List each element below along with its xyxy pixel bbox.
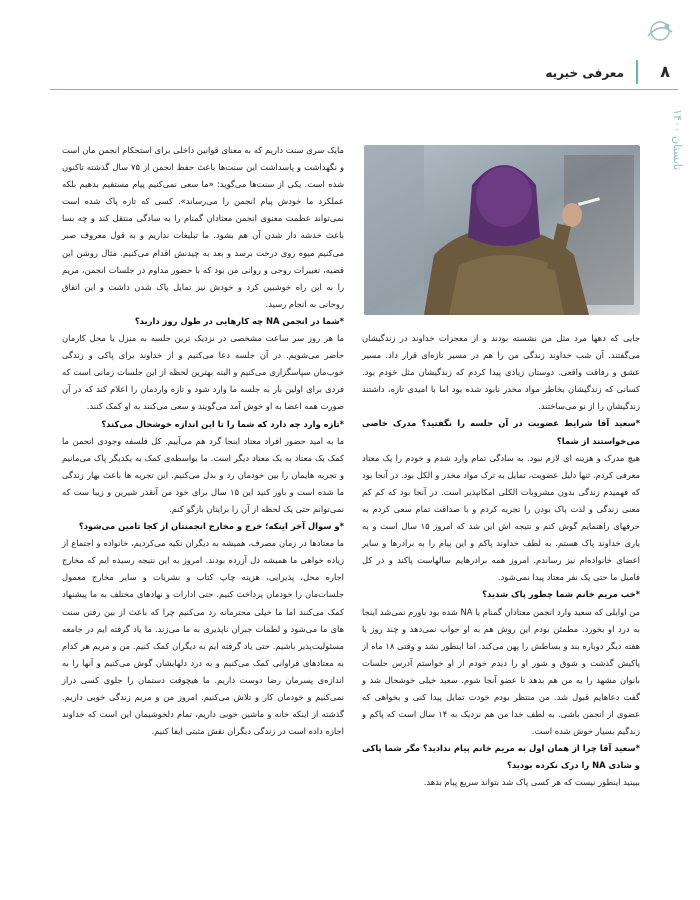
issue-label: تابستان ۱۴۰۰ bbox=[671, 109, 684, 171]
paragraph: هیچ مدرک و هزینه ای لازم نبود. به سادگی تمام وارد شدم و خودم را یک معتاد معرفی کردم. تنها دلیل عضویت، تمایل به ترک مواد مخدر و الکل بود. در آنجا بود که فهمیدم زندگی بدون مشروبات الکلی امکانپذیر است. در آنجا بود که کم کم معنی زندگی و لذت پاک بودن را تجربه کردم و با صداقت تمام سعی کردم به حرفهای راهنمایم گوش کنم و نتیجه اش این شد که امروز ۱۵ سال است و به یاری خداوند پاک هستم. به لطف خداوند پاکم و این پیام را به برادرها و سایر اعضای خانواده‌ام نیز رساندم. امروز همه برادرهایم سالهاست پاکند و در کل فامیل ما حتی یک نفر معتاد پیدا نمی‌شود. bbox=[362, 452, 640, 583]
header-rule bbox=[50, 89, 678, 90]
question-heading: *شما در انجمن NA چه کارهایی در طول روز دارید؟ bbox=[134, 315, 344, 326]
question-heading: *سعید آقا شرایط عضویت در آن جلسه را نگفتید؟ مدرک خاصی می‌خواستند از شما؟ bbox=[362, 418, 640, 446]
question-heading: *سعید آقا چرا از همان اول به مریم خانم پیام ندادید؟ مگر شما پاکی و شادی NA را درک نکرده بودید؟ bbox=[362, 743, 640, 771]
section-title: معرفی خیریه bbox=[545, 66, 624, 80]
article-column-left bbox=[62, 142, 344, 740]
paragraph: مایک سری سنت داریم که به معنای قوانین داخلی برای استحکام انجمن مان است و نگهداشت و پاسداشت این سنت‌ها باعث حفظ انجمن از ۷۵ سال گذشته تاکنون شده است. یکی از سنت‌ها می‌گوید: «ما سعی نمی‌کنیم پیام مستقیم بدهیم بلکه عملکرد ما خودش پیام انجمن را می‌رساند». کسی که تازه پاک شده است نمی‌تواند عظمت معنوی انجمن معتادان گمنام را به سادگی منتقل کند و چه بسا باعث خدشه دار شدن آن هم بشود. ما تبلیغات نداریم و به قول معروف صبر می‌کنیم میوه روی درخت برسد و بعد به چیدنش اقدام می‌کنیم. مثال روشن این قضیه، تغییرات روحی و روانی من بود که با حضور مداوم در جلسات انجمن، مریم را به این راه خوشبین کرد و خودش نیز تمایل پاک شدن داشت و این اتفاق روحانی به انجام رسید. bbox=[62, 145, 344, 309]
paragraph: ما به امید حضور افراد معتاد اینجا گرد هم می‌آییم. کل فلسفه وجودی انجمن ما کمک یک معتاد به یک معتاد دیگر است. ما بواسطه‌ی کمک به یکدیگر پاک می‌مانیم و تجربه هایمان را بین خودمان رد و بدل می‌کنیم. این تجربه ها باعث بهار زندگی ما شده است و باور کنید این ۱۵ سال برای خود من آنقدر شیرین و زیبا ست که نمی‌توانم حتی یک لحظه از آن را برایتان بازگو کنم. bbox=[62, 435, 344, 514]
article-photo bbox=[364, 145, 640, 315]
question-heading: *و سوال آخر اینکه؛ خرج و مخارج انجمنتان از کجا تامین می‌شود؟ bbox=[78, 521, 344, 532]
article-column-right bbox=[362, 330, 640, 792]
question-heading: *خب مریم خانم شما چطور پاک شدید؟ bbox=[482, 589, 640, 600]
paragraph: من اوایلی که سعید وارد انجمن معتادان گمنام یا NA شده بود باورم نمی‌شد اینجا به درد او بخورد. مطمئن بودم این روش هم به او جواب نمی‌دهد و چند روز یا هفته دیگر دوباره بند و بساطش را پهن می‌کند. اما اینطور نشد و وقتی ۱۸ ماه از پاکیش گذشت و شوق و شور او را دیدم خودم از او خواستم آدرس جلسات بانوان مشهد را به من هم بدهد تا عضو آنجا شوم. سعید خیلی خوشحال شد و گفت دعاهایم قبول شد. من منتظر بودم خودت تمایل پیدا کنی و بخواهی که عضوی از انجمن باشی. به لطف خدا من هم نزدیک به ۱۴ سال است که پاکم و زندگیم بسیار خوش شده است. bbox=[362, 606, 640, 737]
magazine-logo-icon bbox=[640, 18, 678, 44]
paragraph: ببینید اینطور نیست که هر کسی پاک شد بتواند سریع پیام بدهد. bbox=[423, 777, 640, 788]
paragraph: جایی که دهها مرد مثل من نشسته بودند و از معجزات خداوند در زندگیشان می‌گفتند. آن شب خداوند زندگی من را هم در مسیر تازه‌ای قرار داد. مسیر عشق و رفاقت واقعی. دوستان زیادی پیدا کردم که زندگیشان مثل خودم بود. کسانی که زندگیشان بخاطر مواد مخدر نابود شده بود اما با امیدی تازه، داشتند زندگیشان را از نو می‌ساختند. bbox=[362, 333, 640, 412]
paragraph: ما معتادها در زمان مصرف، همیشه به دیگران تکیه می‌کردیم، خانواده و اجتماع از زیاده خواهی ما همیشه دل آزرده بودند. امروز به این نتیجه رسیده ایم که مخارج اجاره محل، پذیرایی، هزینه چاپ کتاب و نشریات و سایر مخارج معمول جلسات‌مان را خودمان پرداخت کنیم. حتی ادارات و نهادهای مختلف به ما پیشنهاد کمک می‌کنند اما ما خیلی محترمانه رد می‌کنیم چرا که باعث از بین رفتن سنت های ما می‌شود و لطمات جبران ناپذیری به ما می‌زند. ما یاد گرفته ایم در جامعه مسئولیت‌پذیر باشیم. حتی یاد گرفته ایم به دیگران کمک کنیم. من و مریم هر کدام به معتادهای فراوانی کمک می‌کنیم و به درد دلهایشان گوش می‌کنیم و آنها را به اندازه‌ی پسرمان رضا دوست داریم. ما هیچوقت دستمان را جلوی کسی دراز نمی‌کنیم و خودمان کار و تلاش می‌کنیم. امروز من و مریم زندگی خوبی داریم. گذشته از اینکه خانه و ماشین خوبی داریم، تمام دلخوشیمان این است که خداوند اجازه داده است در زندگی دیگران نقش مثبتی ایفا کنیم. bbox=[62, 538, 344, 737]
page-number: ۸ bbox=[660, 62, 670, 81]
question-heading: *تازه وارد چه دارد که شما را تا این اندازه خوشحال می‌کند؟ bbox=[101, 418, 344, 429]
header-accent-bar bbox=[636, 60, 638, 84]
paragraph: ما هر روز سر ساعت مشخصی در نزدیک ترین جلسه به منزل یا محل کارمان حاضر می‌شویم. در آن جلسه دعا می‌کنیم و از خداوند برای پاکی و زندگی خوب‌مان سپاسگزاری می‌کنیم و البته بهترین لحظه از این جلسات زمانی است که فردی برای اولین بار به جلسه ما وارد شود و تازه وارد‌مان را اعلام کند که در آن صورت همه اعضا به او خوش آمد می‌گویند و سعی می‌کنند به او کمک کنند. bbox=[62, 333, 344, 412]
